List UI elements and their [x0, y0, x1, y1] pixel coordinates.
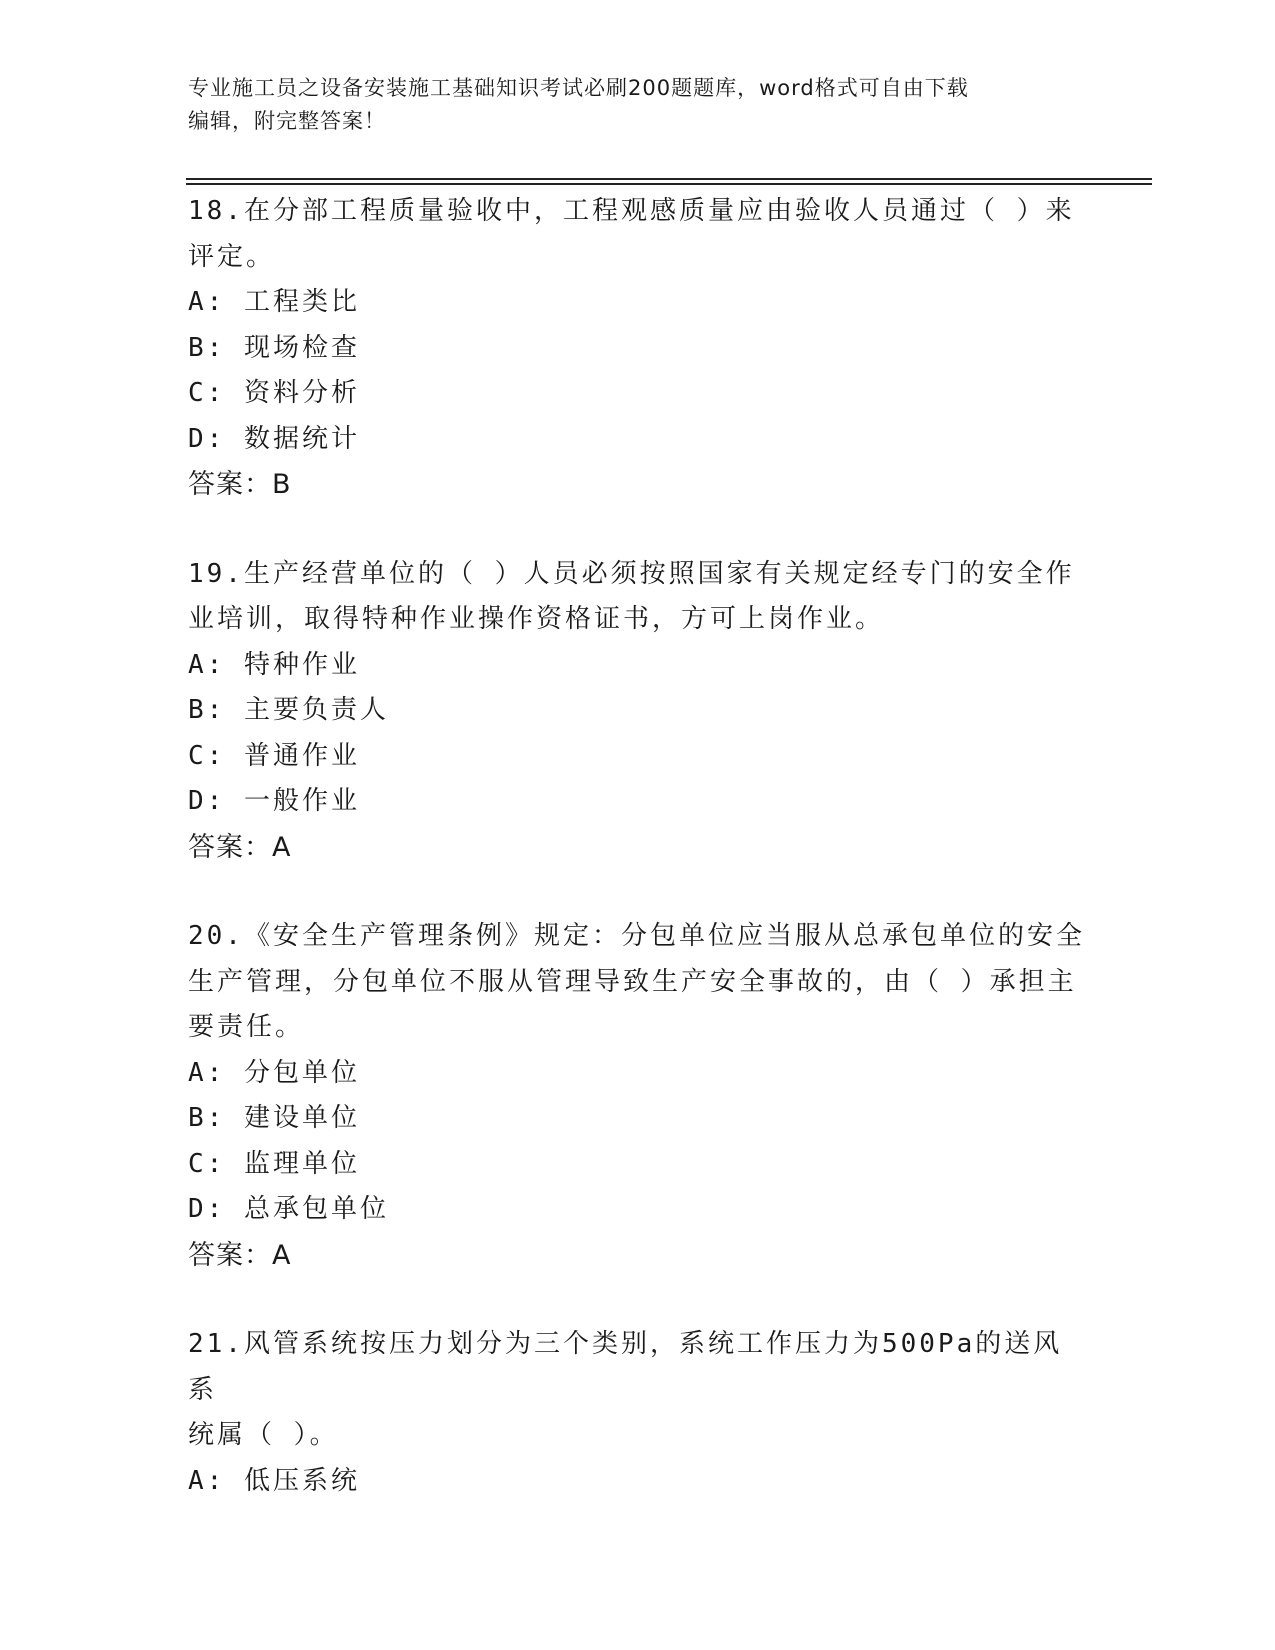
question-stem-line: 统属（ ）。 — [188, 1420, 339, 1450]
header-divider-bottom — [186, 183, 1152, 185]
document-header — [188, 72, 1068, 138]
header-divider-top — [186, 178, 1152, 180]
question-stem-line: 要责任。 — [188, 1012, 305, 1042]
question-stem-line: 19.生产经营单位的（ ）人员必须按照国家有关规定经专门的安全作 — [188, 558, 1075, 589]
option-a: A: 特种作业 — [188, 649, 360, 680]
header-line-1: 专业施工员之设备安装施工基础知识考试必刷200题题库，word格式可自由下载 — [188, 76, 969, 100]
option-d: D: 数据统计 — [188, 423, 360, 454]
option-b: B: 建设单位 — [188, 1103, 360, 1133]
question-20 — [188, 914, 1088, 1322]
answer-line: 答案：B — [188, 469, 292, 500]
question-19 — [188, 552, 1088, 915]
option-d: D: 总承包单位 — [188, 1194, 389, 1224]
option-b: B: 主要负责人 — [188, 695, 389, 725]
question-21 — [188, 1322, 1088, 1504]
question-stem-line: 生产管理，分包单位不服从管理导致生产安全事故的，由（ ）承担主 — [188, 966, 1077, 997]
option-c: C: 普通作业 — [188, 740, 360, 771]
option-d: D: 一般作业 — [188, 786, 360, 816]
question-stem-line: 20.《安全生产管理条例》规定：分包单位应当服从总承包单位的安全 — [188, 921, 1085, 951]
option-c: C: 监理单位 — [188, 1148, 360, 1179]
option-a: A: 分包单位 — [188, 1057, 360, 1088]
option-a: A: 低压系统 — [188, 1465, 360, 1496]
option-a: A: 工程类比 — [188, 287, 360, 317]
option-b: B: 现场检查 — [188, 332, 360, 363]
question-stem-line: 评定。 — [188, 241, 276, 272]
question-stem-line: 18.在分部工程质量验收中，工程观感质量应由验收人员通过（ ）来 — [188, 196, 1075, 226]
answer-line: 答案：A — [188, 831, 292, 863]
answer-line: 答案：A — [188, 1239, 292, 1271]
question-stem-line: 业培训，取得特种作业操作资格证书，方可上岗作业。 — [188, 604, 885, 634]
header-line-2: 编辑，附完整答案！ — [188, 109, 386, 133]
question-18 — [188, 189, 1088, 552]
question-stem-line: 21.风管系统按压力划分为三个类别，系统工作压力为500Pa的送风系 — [188, 1329, 1063, 1405]
question-list — [188, 189, 1088, 1504]
option-c: C: 资料分析 — [188, 378, 360, 408]
